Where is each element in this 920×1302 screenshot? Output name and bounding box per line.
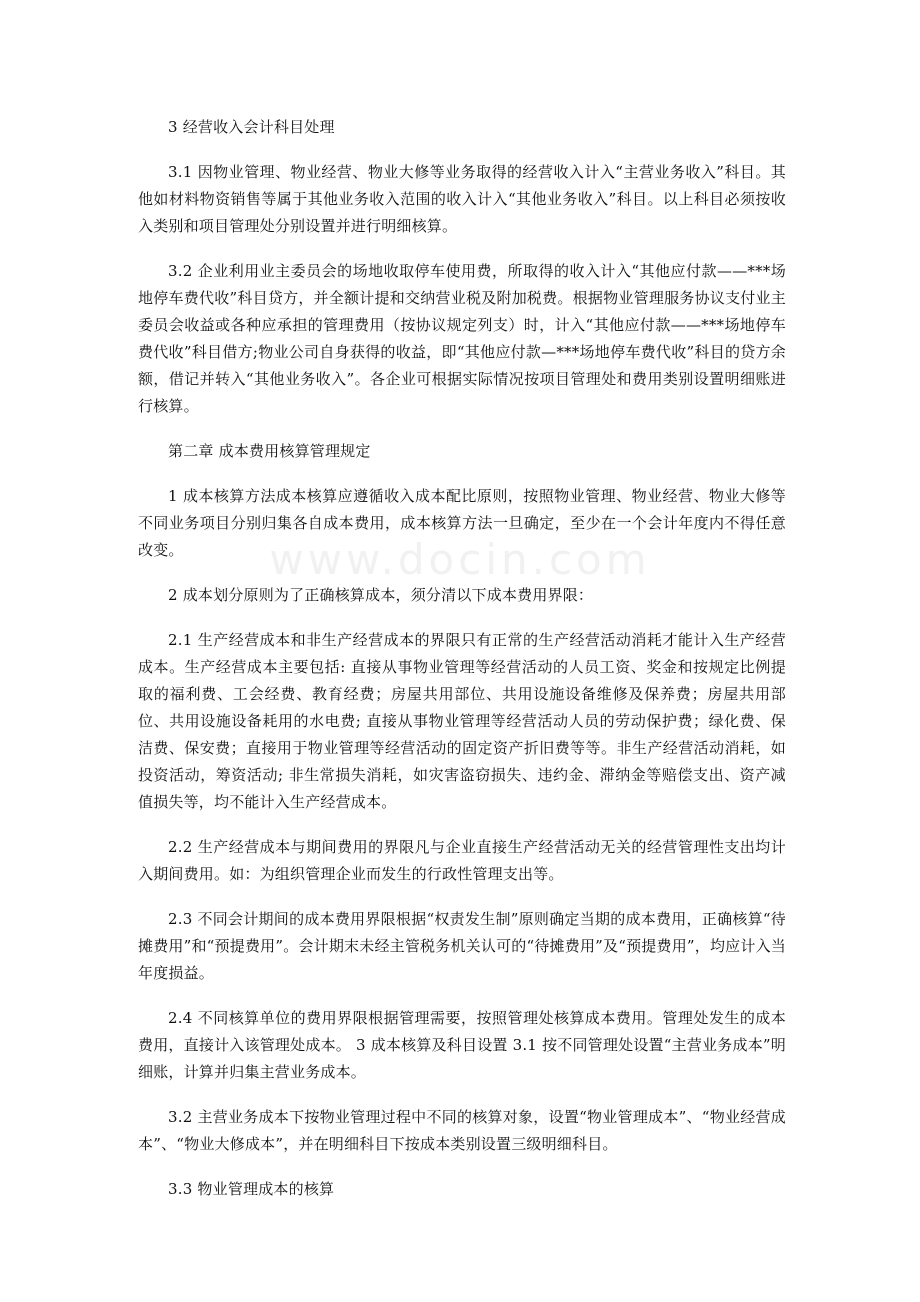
paragraph-1-cost-method: 1 成本核算方法成本核算应遵循收入成本配比原则，按照物业管理、物业经营、物业大修等不同业务项目分别归集各自成本费用，成本核算方法一旦确定，至少在一个会计年度内不得任意改变。 — [138, 487, 786, 559]
paragraph-3-3: 3.3 物业管理成本的核算 — [168, 1180, 335, 1198]
chapter-heading-2: 第二章 成本费用核算管理规定 — [168, 442, 371, 460]
paragraph-2-3: 2.3 不同会计期间的成本费用界限根据“权责发生制”原则确定当期的成本费用，正确核算“待摊费用”和“预提费用”。会计期末未经主管税务机关认可的“待摊费用”及“预提费用”，均应计入当年度损益。 — [138, 910, 786, 982]
section-heading-3: 3 经营收入会计科目处理 — [168, 118, 335, 136]
paragraph-3-2: 3.2 企业利用业主委员会的场地收取停车使用费，所取得的收入计入“其他应付款——***场地停车费代收”科目贷方，并全额计提和交纳营业税及附加税费。根据物业管理服务协议支付业主委员会收益或各种应承担的管理费用（按协议规定列支）时，计入“其他应付款——***场地停车费代收”科目借方;物业公司自身获得的收益，即“其他应付款—***场地停车费代收”科目的贷方余额，借记并转入“其他业务收入”。各企业可根据实际情况按项目管理处和费用类别设置明细账进行核算。 — [138, 262, 786, 415]
paragraph-2-2: 2.2 生产经营成本与期间费用的界限凡与企业直接生产经营活动无关的经营管理性支出均计入期间费用。如：为组织管理企业而发生的行政性管理支出等。 — [138, 838, 786, 883]
watermark: www.docin.com — [269, 535, 651, 584]
paragraph-2-cost-principle: 2 成本划分原则为了正确核算成本，须分清以下成本费用界限： — [168, 586, 594, 604]
paragraph-3-2-cost: 3.2 主营业务成本下按物业管理过程中不同的核算对象，设置“物业管理成本”、“物业经营成本”、“物业大修成本”，并在明细科目下按成本类别设置三级明细科目。 — [138, 1108, 786, 1153]
paragraph-3-1: 3.1 因物业管理、物业经营、物业大修等业务取得的经营收入计入“主营业务收入”科目。其他如材料物资销售等属于其他业务收入范围的收入计入“其他业务收入”科目。以上科目必须按收入类别和项目管理处分别设置并进行明细核算。 — [138, 163, 786, 235]
document-body — [138, 114, 786, 1203]
paragraph-2-4: 2.4 不同核算单位的费用界限根据管理需要，按照管理处核算成本费用。管理处发生的成本费用，直接计入该管理处成本。 3 成本核算及科目设置 3.1 按不同管理处设置“主营业务成本”明细账，计算并归集主营业务成本。 — [138, 1009, 786, 1081]
paragraph-2-1: 2.1 生产经营成本和非生产经营成本的界限只有正常的生产经营活动消耗才能计入生产经营成本。生产经营成本主要包括: 直接从事物业管理等经营活动的人员工资、奖金和按规定比例提取的福利费、工会经费、教育经费；房屋共用部位、共用设施设备维修及保养费；房屋共用部位、共用设施设备耗用的水电费; 直接从事物业管理等经营活动人员的劳动保护费；绿化费、保洁费、保安费；直接用于物业管理等经营活动的固定资产折旧费等等。非生产经营活动消耗，如投资活动，筹资活动; 非生常损失消耗，如灾害盗窃损失、违约金、滞纳金等赔偿支出、资产减值损失等，均不能计入生产经营成本。 — [138, 631, 786, 811]
